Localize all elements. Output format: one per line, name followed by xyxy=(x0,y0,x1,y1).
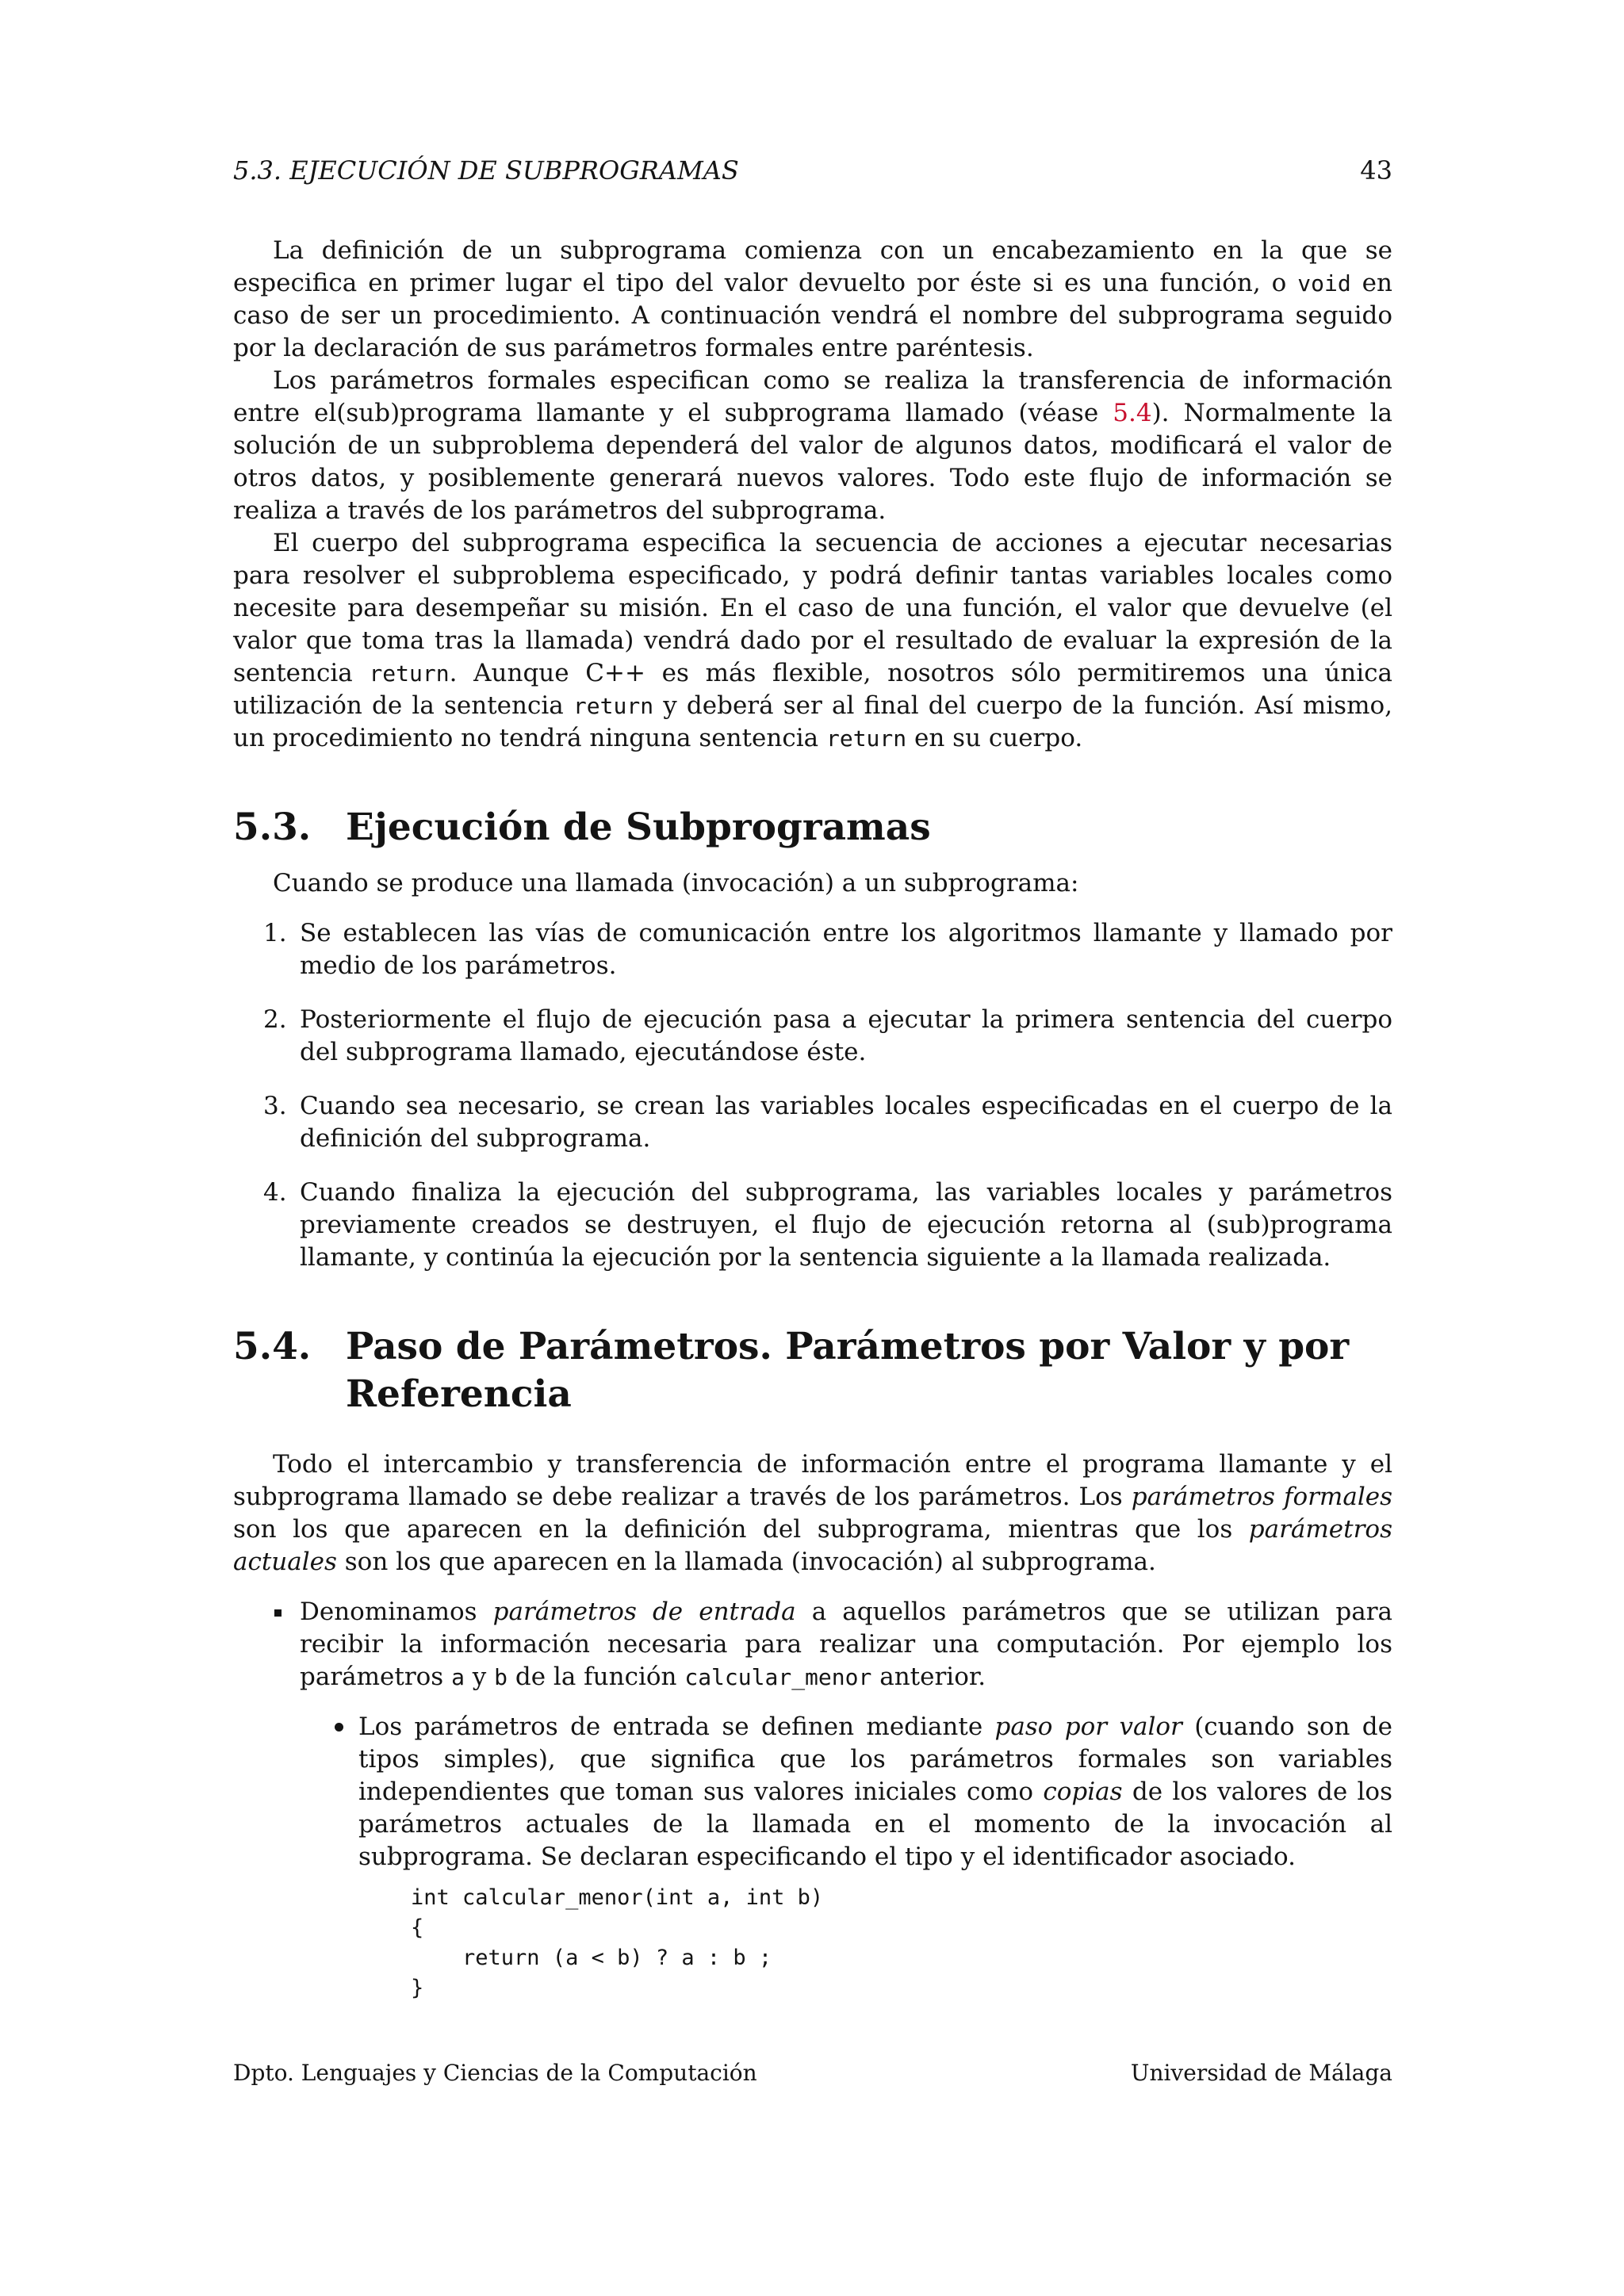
text-run: Todo el intercambio y transferencia de información entre el programa llamante y el subprograma llamado se debe realizar a través de los parámetros. Los xyxy=(233,1450,1392,1511)
text-run: (cuando son de tipos simples), que significa que los parámetros formales son variables independientes que toman sus valores iniciales como xyxy=(358,1712,1393,1806)
code-line: { xyxy=(411,1915,424,1940)
emphasis: parámetros de entrada xyxy=(492,1598,796,1626)
text-run: de los valores de los parámetros actuales de la llamada en el momento de la invocación al subprograma. Se declaran especificando el tipo y el identificador asociado. xyxy=(358,1777,1392,1871)
section-heading-5-3 xyxy=(233,804,1392,851)
text-run: son los que aparecen en la definición del subprograma, mientras que los xyxy=(233,1515,1249,1544)
text-run: de la función xyxy=(508,1663,685,1691)
inline-code: a xyxy=(451,1664,465,1690)
list-item xyxy=(300,1711,1392,2003)
section-title: Ejecución de Subprogramas xyxy=(346,806,931,849)
code-line: return (a < b) ? a : b ; xyxy=(411,1946,772,1970)
list-text: Se establecen las vías de comunicación entre los algoritmos llamante y llamado por medio de los parámetros. xyxy=(300,919,1392,980)
text-run: Los parámetros de entrada se definen mediante xyxy=(358,1712,995,1741)
square-bullet-icon xyxy=(274,1609,282,1617)
text-run: El cuerpo del subprograma especifica la secuencia de acciones a ejecutar necesarias para resolver el subproblema especificado, y podrá definir tantas variables locales como necesite para desempeñar su misión. En el caso de una función, el valor que devuelve (el valor que toma tras la llamada) vendrá dado por el resultado de evaluar la expresión de la sentencia xyxy=(233,529,1392,687)
emphasis: parámetros actuales xyxy=(233,1515,1392,1576)
page-number: 43 xyxy=(1360,155,1392,186)
inline-code: return xyxy=(369,660,450,687)
intro-paragraph-2 xyxy=(233,365,1392,527)
text-run: en su cuerpo. xyxy=(906,724,1083,752)
section-heading-5-4 xyxy=(233,1323,1392,1418)
bullet-list xyxy=(233,1596,1392,2003)
text-run: son los que aparecen en la llamada (invocación) al subprograma. xyxy=(336,1548,1156,1576)
text-run: ). Normalmente la solución de un subproblema dependerá del valor de algunos datos, modificará el valor de otros datos, y posiblemente generará nuevos valores. Todo este flujo de información se realiza a través de los parámetros del subprograma. xyxy=(233,399,1392,525)
list-text: Cuando sea necesario, se crean las variables locales especificadas en el cuerpo de la definición del subprograma. xyxy=(300,1092,1392,1153)
running-header xyxy=(233,155,1392,195)
section-number: 5.4. xyxy=(233,1325,312,1368)
emphasis: parámetros formales xyxy=(1131,1483,1392,1511)
text-run: La definición de un subprograma comienza con un encabezamiento en la que se especifica en primer lugar el tipo del valor devuelto por éste si es una función, o xyxy=(233,236,1392,297)
list-text: Posteriormente el flujo de ejecución pasa a ejecutar la primera sentencia del cuerpo del subprograma llamado, ejecutándose éste. xyxy=(300,1005,1392,1066)
list-item xyxy=(233,1004,1392,1069)
emphasis: copias xyxy=(1043,1777,1123,1806)
list-number: 2. xyxy=(263,1005,287,1034)
footer-university: Universidad de Málaga xyxy=(1130,2060,1392,2086)
sub-bullet-list xyxy=(300,1711,1392,2003)
text-run: a aquellos parámetros que se utilizan para recibir la información necesaria para realizar una computación. Por ejemplo los parámetros xyxy=(300,1598,1392,1691)
intro-paragraph-3 xyxy=(233,527,1392,755)
execution-steps-list xyxy=(233,917,1392,1274)
section-paragraph xyxy=(233,1448,1392,1578)
inline-code: return xyxy=(573,693,654,719)
header-section-title: 5.3. EJECUCIÓN DE SUBPROGRAMAS xyxy=(233,155,739,186)
text-run: anterior. xyxy=(871,1663,986,1691)
list-number: 1. xyxy=(263,919,287,947)
inline-code: b xyxy=(494,1664,508,1690)
inline-code: calcular_menor xyxy=(684,1664,872,1690)
list-item xyxy=(233,917,1392,982)
footer-department: Dpto. Lenguajes y Ciencias de la Computación xyxy=(233,2060,757,2086)
list-number: 3. xyxy=(263,1092,287,1120)
text-run: y xyxy=(464,1663,495,1691)
intro-paragraph-1 xyxy=(233,235,1392,365)
text-run: . Aunque C++ es más flexible, nosotros sólo permitiremos una única utilización de la sentencia xyxy=(233,659,1392,720)
text-run: en caso de ser un procedimiento. A continuación vendrá el nombre del subprograma seguido por la declaración de sus parámetros formales entre paréntesis. xyxy=(233,269,1392,362)
text-run: y deberá ser al final del cuerpo de la función. Así mismo, un procedimiento no tendrá ninguna sentencia xyxy=(233,691,1392,752)
section-lead: Cuando se produce una llamada (invocación) a un subprograma: xyxy=(273,869,1079,897)
code-line: int calcular_menor(int a, int b) xyxy=(411,1885,824,1910)
list-item xyxy=(233,1596,1392,2003)
list-number: 4. xyxy=(263,1178,287,1207)
emphasis: paso por valor xyxy=(994,1712,1182,1741)
section-title: Paso de Parámetros. Parámetros por Valor y por Referencia xyxy=(346,1325,1350,1416)
page-content xyxy=(233,235,1392,2003)
list-item xyxy=(233,1177,1392,1274)
code-line: } xyxy=(411,1976,424,2000)
inline-code: return xyxy=(825,725,907,752)
round-bullet-icon xyxy=(335,1723,343,1732)
text-run: Denominamos xyxy=(300,1598,493,1626)
list-item xyxy=(233,1090,1392,1155)
list-text: Cuando finaliza la ejecución del subprograma, las variables locales y parámetros previamente creados se destruyen, el flujo de ejecución retorna al (sub)programa llamante, y continúa la ejecución por la sentencia siguiente a la llamada realizada. xyxy=(300,1178,1392,1272)
section-reference-link[interactable]: 5.4 xyxy=(1113,399,1152,427)
inline-code: void xyxy=(1297,270,1351,297)
section-number: 5.3. xyxy=(233,806,312,849)
running-footer xyxy=(233,2060,1392,2091)
text-run: Los parámetros formales especifican como se realiza la transferencia de información entre el(sub)programa llamante y el subprograma llamado (véase xyxy=(233,366,1392,427)
code-block xyxy=(358,1883,1392,2003)
